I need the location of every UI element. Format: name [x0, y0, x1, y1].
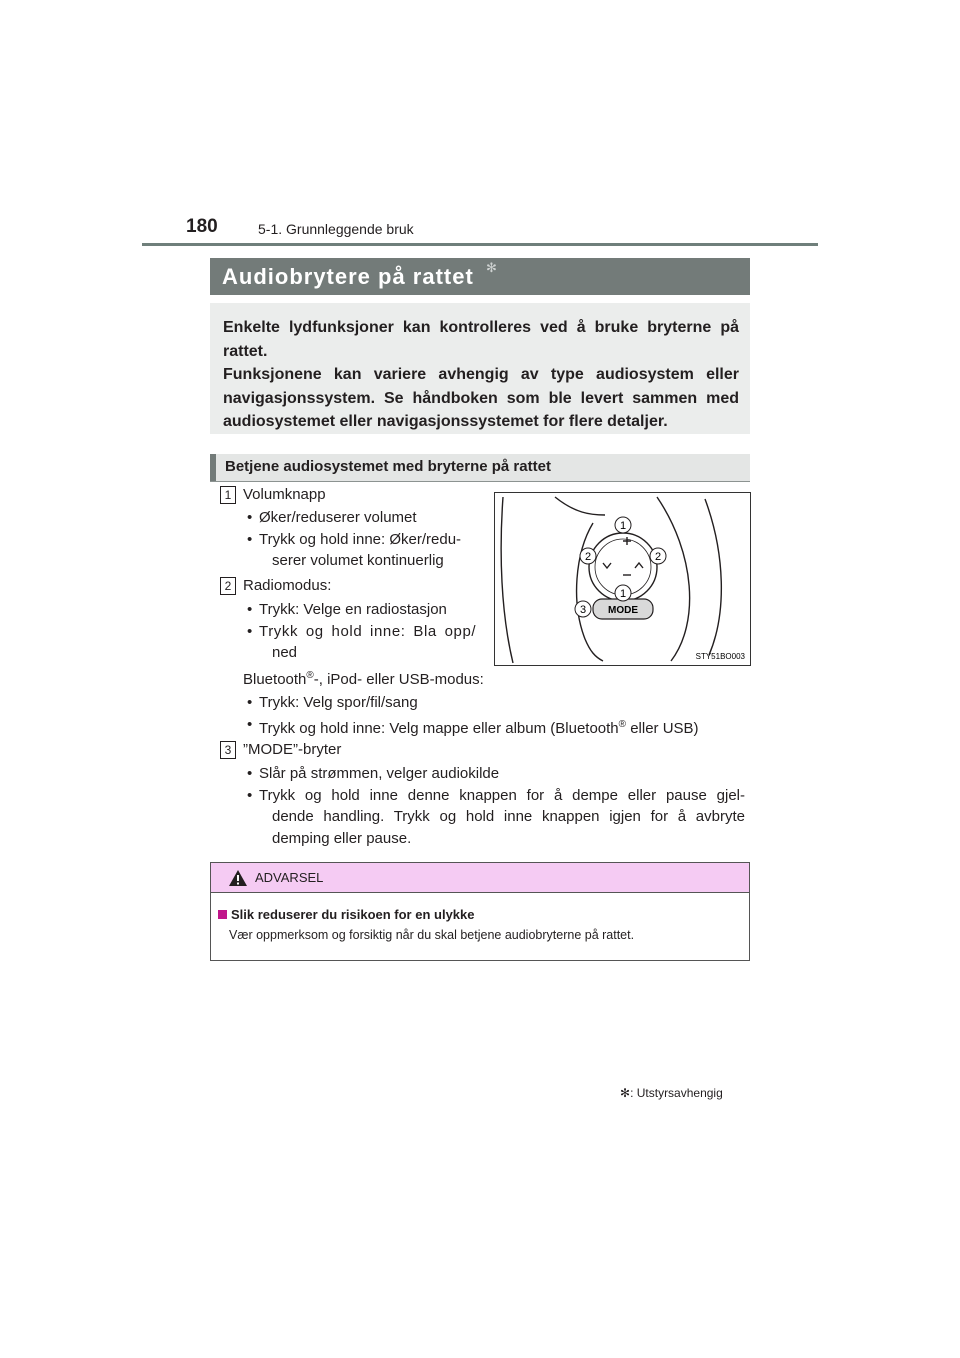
intro-paragraph-2: Funksjonene kan variere avhengig av type audiosystem eller navigasjonssystem. Se håndboken som ble levert sammen med audiosystemet eller navigasjonssystemet for flere detaljer.: [223, 366, 739, 430]
intro-paragraph-1: Enkelte lydfunksjoner kan kontrolleres ved å bruke bryterne på rattet.: [223, 319, 739, 360]
subsection-heading: Betjene audiosystemet med bryterne på rattet: [225, 458, 551, 475]
chapter-title: 5-1. Grunnleggende bruk: [258, 221, 414, 237]
section-title-bar: [210, 258, 750, 295]
subsection-heading-bar: [210, 454, 750, 482]
item-2-sub-bullet-2: • Trykk og hold inne: Velg mappe eller album (Bluetooth® eller USB): [247, 716, 699, 737]
item-2-sub-bullet-1: • Trykk: Velg spor/fil/sang: [247, 694, 418, 711]
callout-2-right: 2: [654, 551, 662, 563]
callout-1-bottom: 1: [619, 588, 627, 600]
heading-marker: [210, 454, 216, 481]
intro-box: [210, 303, 750, 434]
item-2-subtitle: Bluetooth®-, iPod- eller USB-modus:: [243, 670, 484, 688]
warning-text: Vær oppmerksom og forsiktig når du skal betjene audiobryterne på rattet.: [229, 928, 635, 942]
header-rule: [142, 243, 818, 246]
item-1-bullet-2-cont: serer volumet kontinuerlig: [272, 552, 444, 569]
item-1-bullet-1: • Øker/reduserer volumet: [247, 509, 417, 526]
item-number-2: 2: [220, 577, 236, 595]
warning-triangle-icon: [228, 869, 248, 887]
footnote-star: ✻: [620, 1086, 631, 1100]
item-3-bullet-2-cont: dende handling. Trykk og hold inne knappen igjen for å avbryte: [272, 808, 745, 825]
item-1-bullet-2: • Trykk og hold inne: Øker/redu-: [247, 531, 462, 548]
footnote: [620, 1086, 723, 1100]
item-number-3: 3: [220, 741, 236, 759]
callout-2-left: 2: [584, 551, 592, 563]
warning-label: ADVARSEL: [255, 870, 324, 885]
item-2-title: Radiomodus:: [243, 577, 332, 594]
warning-square-icon: [218, 910, 227, 919]
item-2-bullet-1: • Trykk: Velge en radiostasjon: [247, 601, 447, 618]
steering-wheel-drawing: [495, 493, 750, 665]
page-title: Audiobrytere på rattet: [222, 264, 474, 289]
figure-code: STY51BO003: [695, 652, 745, 661]
item-3-bullet-2-cont-2: demping eller pause.: [272, 830, 412, 847]
item-3-title: ”MODE”-bryter: [243, 741, 342, 758]
steering-wheel-switch-illustration: [494, 492, 751, 666]
item-number-1: 1: [220, 486, 236, 504]
item-3-bullet-1: • Slår på strømmen, velger audiokilde: [247, 765, 500, 782]
warning-box: [210, 862, 750, 961]
mode-button-label: MODE: [608, 605, 638, 616]
footnote-text: : Utstyrsavhengig: [630, 1086, 723, 1100]
callout-1-top: 1: [619, 520, 627, 532]
optional-equipment-star: ✻: [486, 260, 497, 275]
item-2-bullet-2: • Trykk og hold inne: Bla opp/: [247, 623, 477, 640]
warning-header: [211, 863, 749, 893]
warning-subheading: Slik reduserer du risikoen for en ulykke: [218, 907, 474, 922]
item-2-bullet-2-cont: ned: [272, 644, 298, 661]
item-3-bullet-2: • Trykk og hold inne denne knappen for å dempe eller pause gjel-: [247, 787, 745, 804]
item-1-title: Volumknapp: [243, 486, 326, 503]
callout-3: 3: [579, 604, 587, 616]
page-number: 180: [186, 216, 218, 237]
